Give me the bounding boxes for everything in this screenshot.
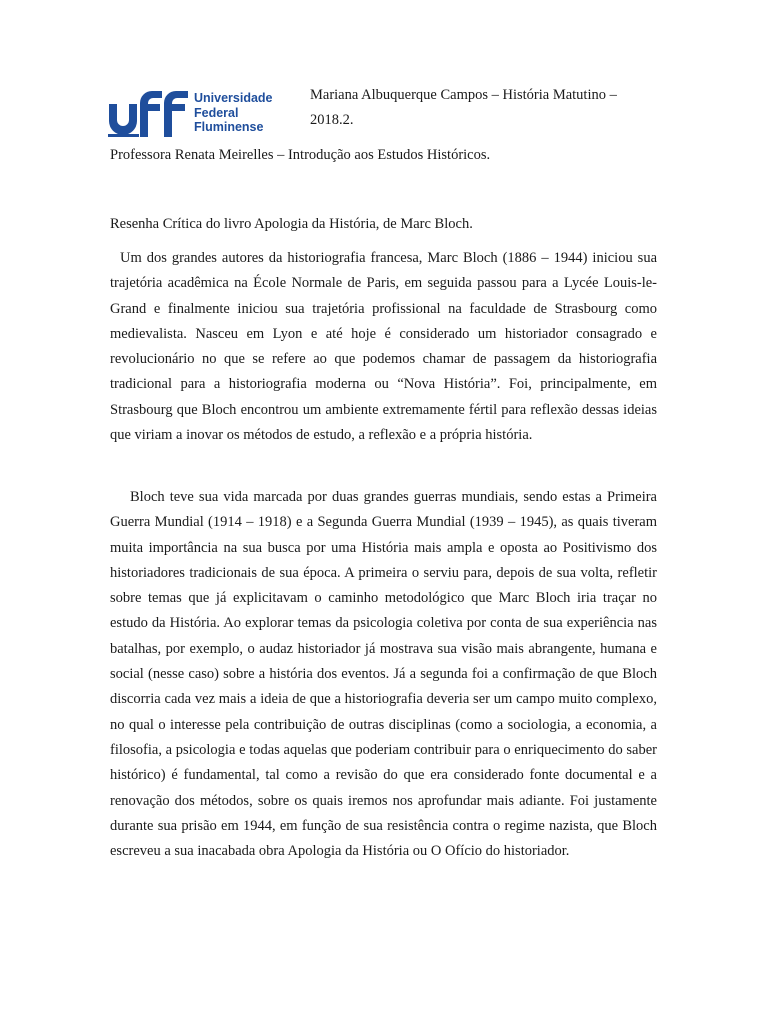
uff-logo-mark (108, 88, 190, 138)
professor-line: Professora Renata Meirelles – Introdução aos Estudos Históricos. (110, 147, 491, 163)
author-line: Mariana Albuquerque Campos – História Matutino – (310, 87, 617, 103)
document-title: Resenha Crítica do livro Apologia da História, de Marc Bloch. (110, 216, 473, 232)
logo-line-fluminense: Fluminense (194, 120, 264, 134)
logo-line-universidade: Universidade (194, 91, 273, 105)
uff-logo (108, 88, 278, 138)
paragraph-1: Um dos grandes autores da historiografia francesa, Marc Bloch (1886 – 1944) iniciou sua trajetória acadêmica na École Normale de Paris, em seguida passou para a Lycée Louis-le-Grand e finalmente iniciou sua trajetória profissional na faculdade de Strasbourg como medievalista. Nasceu em Lyon e até hoje é considerado um historiador consagrado e revolucionário no que se refere ao que podemos chamar de passagem da historiografia tradicional para a historiografia moderna ou “Nova História”. Foi, principalmente, em Strasbourg que Bloch encontrou um ambiente extremamente fértil para reflexão dessas ideias que viriam a inovar os métodos de estudo, a reflexão e a própria história. (110, 250, 657, 444)
logo-wordmark (194, 91, 273, 135)
paragraph-2: Bloch teve sua vida marcada por duas grandes guerras mundiais, sendo estas a Primeira Guerra Mundial (1914 – 1918) e a Segunda Guerra Mundial (1939 – 1945), as quais tiveram muita importância na sua busca por uma História mais ampla e oposta ao Positivismo dos historiadores tradicionais de sua época. A primeira o serviu para, depois de sua volta, refletir sobre temas que já explicitavam o caminho metodológico que Marc Bloch iria traçar no estudo da História. Ao explorar temas da psicologia coletiva por conta de sua experiência nas batalhas, por exemplo, o audaz historiador já mostrava sua visão mais abrangente, humana e social (nesse caso) sobre a história dos eventos. Já a segunda foi a confirmação de que Bloch discorria cada vez mais a ideia de que a historiografia deveria ser um campo muito complexo, no qual o interesse pela contribuição de outras disciplinas (como a sociologia, a economia, a filosofia, a psicologia e todas aquelas que poderiam contribuir para o enriquecimento do saber histórico) é fundamental, tal como a revisão do que era considerado fonte documental e a renovação dos métodos, sobre os quais iremos nos aprofundar mais adiante. Foi justamente durante sua prisão em 1944, em função de sua resistência contra o regime nazista, que Bloch escreveu a sua inacabada obra Apologia da História ou O Ofício do historiador. (110, 489, 657, 860)
logo-line-federal: Federal (194, 105, 239, 120)
semester-line: 2018.2. (310, 112, 354, 128)
